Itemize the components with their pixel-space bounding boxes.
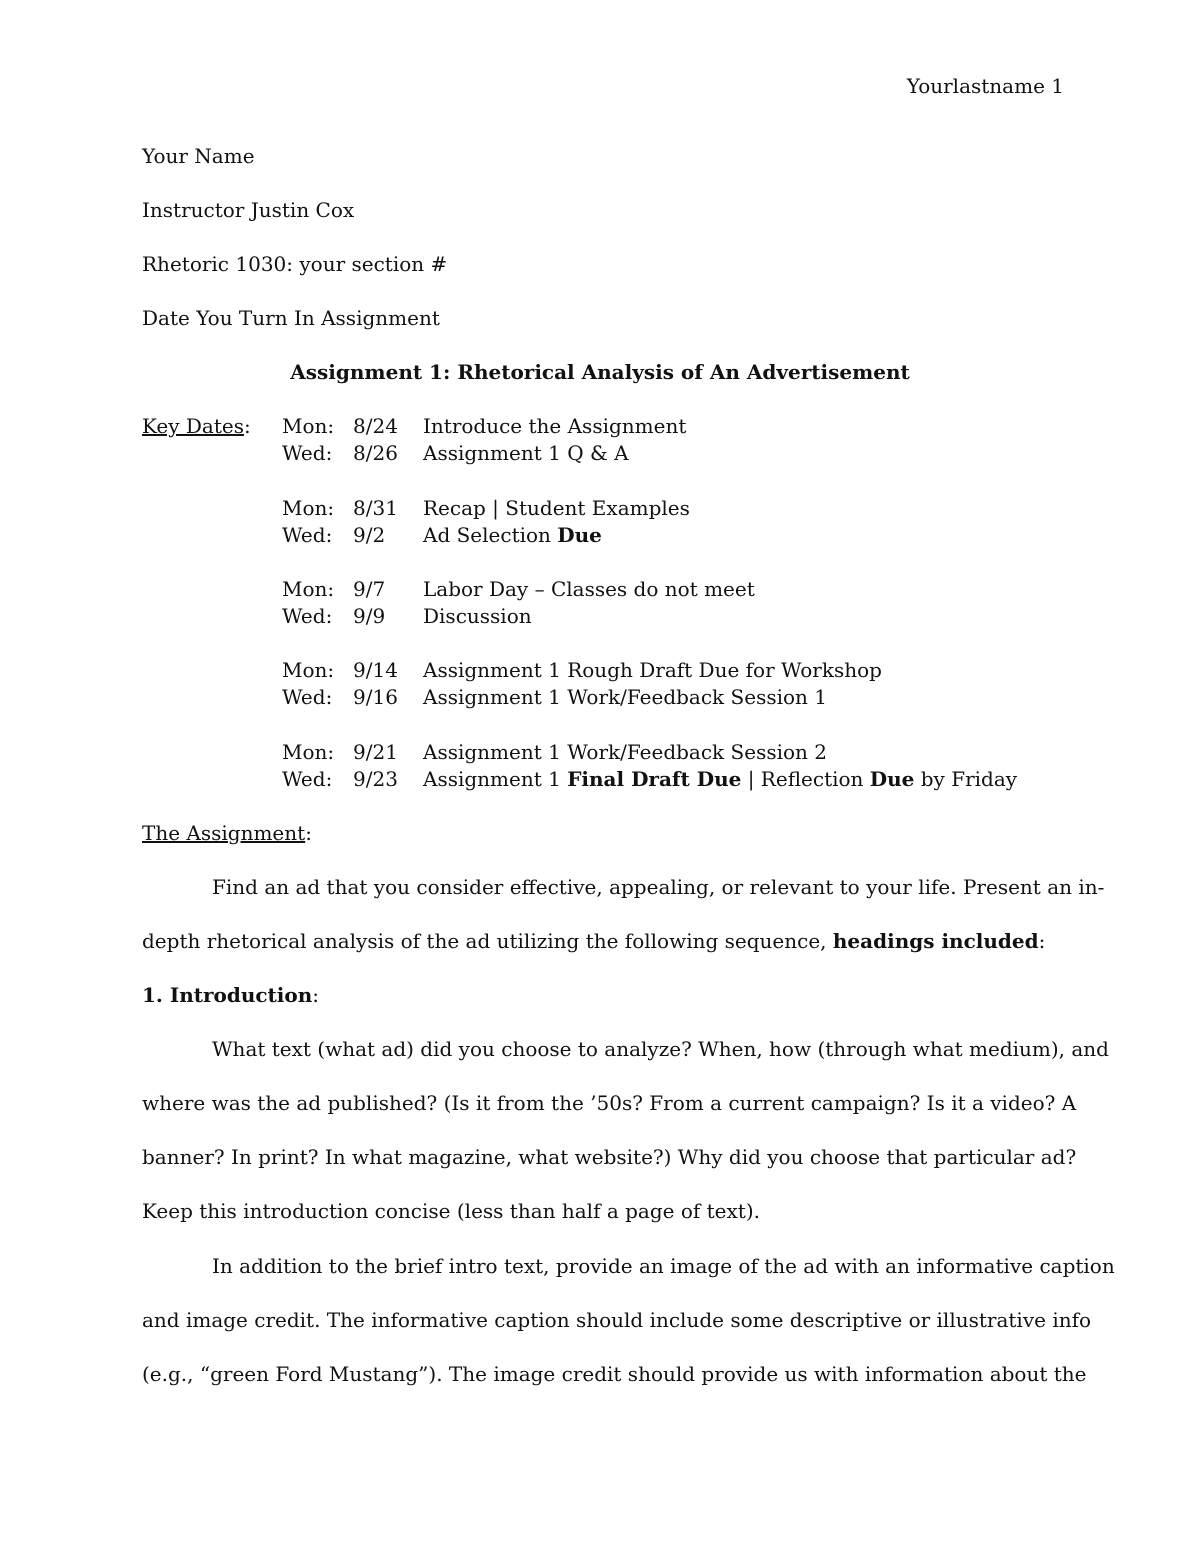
key-date-day: Mon:	[282, 577, 335, 601]
key-dates-colon: :	[244, 414, 251, 438]
document-title: Assignment 1: Rhetorical Analysis of An Advertisement	[290, 360, 910, 384]
key-date-date: 9/2	[353, 523, 386, 547]
key-date-text: Assignment 1 Work/Feedback Session 1	[423, 685, 827, 709]
key-date-description	[423, 576, 755, 602]
key-date-description	[423, 739, 827, 765]
key-date-description	[423, 522, 602, 548]
key-date-date: 9/14	[353, 658, 398, 682]
key-date-date: 9/21	[353, 740, 398, 764]
due-emphasis: Due	[869, 767, 915, 791]
key-date-text: Labor Day – Classes do not meet	[423, 577, 755, 601]
key-date-description	[423, 766, 1017, 792]
key-date-description	[423, 657, 882, 683]
assignment-paragraph-line	[142, 928, 1045, 954]
intro-paragraph-line: In addition to the brief intro text, provide an image of the ad with an informative caption	[212, 1254, 1115, 1278]
introduction-heading	[142, 982, 319, 1008]
student-name: Your Name	[142, 144, 255, 168]
instructor-line: Instructor Justin Cox	[142, 198, 355, 222]
key-date-text: Ad Selection	[423, 523, 558, 547]
due-emphasis: Final Draft Due	[567, 767, 742, 791]
key-date-text: Introduce the Assignment	[423, 414, 687, 438]
key-date-text: Assignment 1 Rough Draft Due for Workshop	[423, 658, 882, 682]
assignment-label	[142, 820, 312, 846]
key-date-text: Recap | Student Examples	[423, 496, 690, 520]
date-line: Date You Turn In Assignment	[142, 306, 440, 330]
key-date-day: Mon:	[282, 740, 335, 764]
key-date-day: Wed:	[282, 441, 333, 465]
running-head: Yourlastname 1	[906, 74, 1064, 98]
key-date-description	[423, 495, 690, 521]
key-date-day: Wed:	[282, 604, 333, 628]
key-date-day: Mon:	[282, 496, 335, 520]
key-date-day: Wed:	[282, 685, 333, 709]
key-date-day: Mon:	[282, 658, 335, 682]
introduction-colon: :	[312, 983, 320, 1007]
intro-paragraph-line: banner? In print? In what magazine, what website?) Why did you choose that particular ad?	[142, 1145, 1077, 1169]
key-date-date: 9/16	[353, 685, 398, 709]
key-date-text: by Friday	[914, 767, 1018, 791]
key-date-day: Mon:	[282, 414, 335, 438]
intro-paragraph-line: (e.g., “green Ford Mustang”). The image credit should provide us with information about the	[142, 1362, 1087, 1386]
assignment-label-text: The Assignment	[142, 821, 306, 845]
key-date-date: 8/24	[353, 414, 398, 438]
key-date-description	[423, 603, 532, 629]
key-date-date: 9/7	[353, 577, 386, 601]
key-dates-label-text: Key Dates	[142, 414, 244, 438]
intro-paragraph-line: and image credit. The informative caption should include some descriptive or illustrative info	[142, 1308, 1092, 1332]
key-date-description	[423, 684, 827, 710]
key-date-text: Assignment 1	[423, 767, 568, 791]
key-date-text: | Reflection	[741, 767, 870, 791]
intro-paragraph-line: where was the ad published? (Is it from the ’50s? From a current campaign? Is it a video? A	[142, 1091, 1077, 1115]
introduction-heading-text: 1. Introduction	[142, 983, 313, 1007]
key-date-text: Assignment 1 Work/Feedback Session 2	[423, 740, 827, 764]
key-date-description	[423, 440, 629, 466]
key-date-text: Discussion	[423, 604, 532, 628]
intro-paragraph-line: What text (what ad) did you choose to analyze? When, how (through what medium), and	[212, 1037, 1109, 1061]
assignment-text: :	[1038, 929, 1046, 953]
assignment-colon: :	[305, 821, 312, 845]
key-date-day: Wed:	[282, 767, 333, 791]
key-date-day: Wed:	[282, 523, 333, 547]
headings-included-emphasis: headings included	[832, 929, 1039, 953]
key-date-date: 8/31	[353, 496, 398, 520]
key-date-date: 9/23	[353, 767, 398, 791]
due-emphasis: Due	[557, 523, 602, 547]
key-date-date: 8/26	[353, 441, 398, 465]
key-dates-label	[142, 413, 251, 439]
key-date-description	[423, 413, 686, 439]
key-date-date: 9/9	[353, 604, 386, 628]
assignment-paragraph-line: Find an ad that you consider effective, appealing, or relevant to your life. Present an in-	[212, 875, 1105, 899]
assignment-text: depth rhetorical analysis of the ad utilizing the following sequence,	[142, 929, 833, 953]
course-line: Rhetoric 1030: your section #	[142, 252, 448, 276]
key-date-text: Assignment 1 Q & A	[423, 441, 629, 465]
intro-paragraph-line: Keep this introduction concise (less than half a page of text).	[142, 1199, 760, 1223]
